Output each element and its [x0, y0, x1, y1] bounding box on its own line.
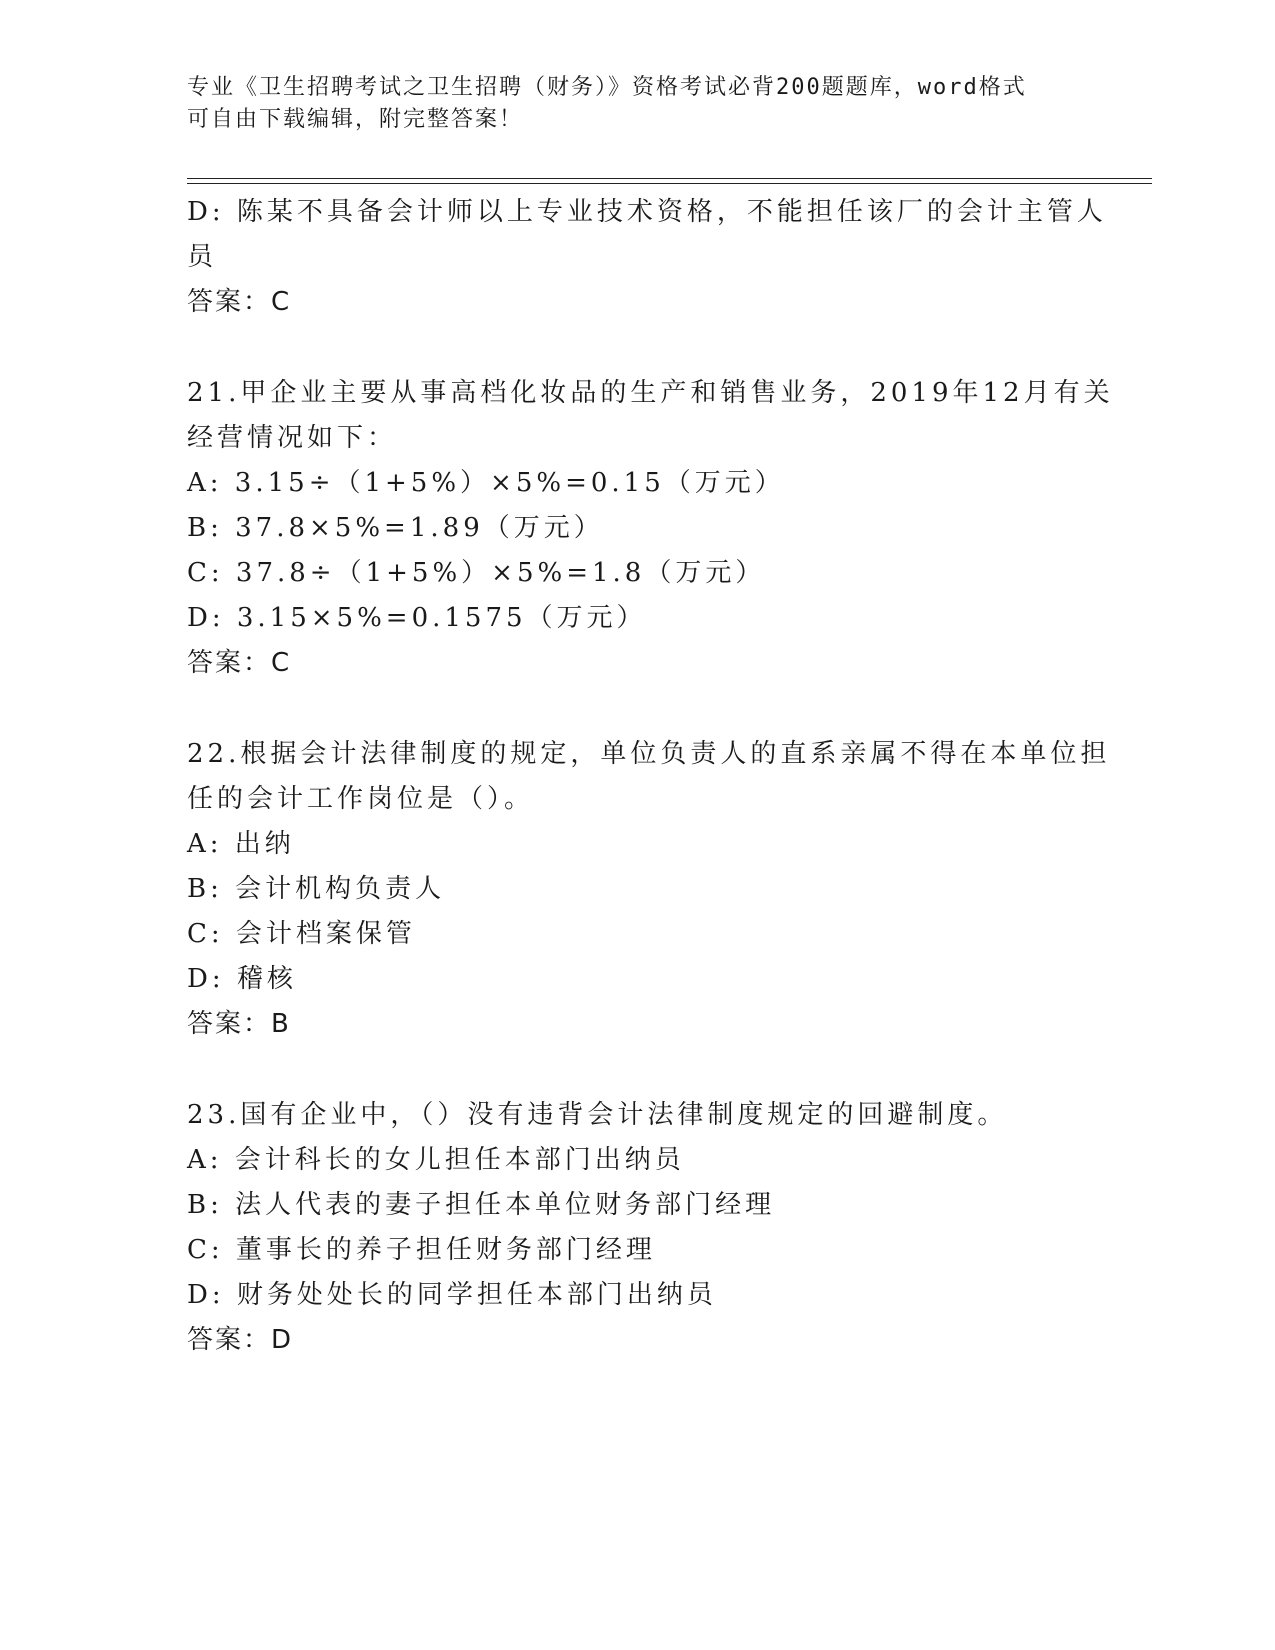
answer: 答案：C	[187, 648, 292, 678]
option-d-continuation: 员	[187, 242, 218, 272]
header-line-1: 专业《卫生招聘考试之卫生招聘（财务）》资格考试必背200题题库，word格式	[187, 75, 1027, 100]
option-d: D: 陈某不具备会计师以上专业技术资格，不能担任该厂的会计主管人	[187, 197, 1107, 227]
answer: 答案：B	[187, 1009, 291, 1039]
previous-question-tail	[187, 190, 1107, 325]
question-content	[187, 190, 1114, 1363]
question-21	[187, 371, 1114, 686]
question-stem-continuation: 经营情况如下：	[187, 423, 398, 453]
document-header	[187, 72, 1087, 136]
option-a: A: 出纳	[187, 829, 295, 859]
option-d: D: 稽核	[187, 964, 297, 994]
option-c: C: 37.8÷（1+5%）×5%=1.8（万元）	[187, 558, 766, 588]
question-22	[187, 732, 1111, 1047]
option-d: D: 财务处处长的同学担任本部门出纳员	[187, 1280, 717, 1310]
option-b: B: 37.8×5%=1.89（万元）	[187, 513, 604, 543]
option-a: A: 3.15÷（1+5%）×5%=0.15（万元）	[187, 468, 785, 498]
option-b: B: 会计机构负责人	[187, 874, 446, 904]
option-b: B: 法人代表的妻子担任本单位财务部门经理	[187, 1190, 776, 1220]
option-a: A: 会计科长的女儿担任本部门出纳员	[187, 1145, 685, 1175]
option-d: D: 3.15×5%=0.1575（万元）	[187, 603, 647, 633]
question-stem: 23.国有企业中，（）没有违背会计法律制度规定的回避制度。	[187, 1100, 1008, 1130]
question-stem: 22.根据会计法律制度的规定，单位负责人的直系亲属不得在本单位担	[187, 739, 1111, 769]
header-divider-bottom	[187, 183, 1152, 184]
option-c: C: 董事长的养子担任财务部门经理	[187, 1235, 656, 1265]
question-23	[187, 1093, 1087, 1363]
header-line-2: 可自由下载编辑，附完整答案！	[187, 107, 524, 132]
header-divider-top	[187, 178, 1152, 179]
option-c: C: 会计档案保管	[187, 919, 416, 949]
answer: 答案：C	[187, 287, 292, 317]
question-stem-continuation: 任的会计工作岗位是（）。	[187, 784, 535, 814]
question-stem: 21.甲企业主要从事高档化妆品的生产和销售业务，2019年12月有关	[187, 378, 1114, 408]
answer: 答案：D	[187, 1325, 294, 1355]
